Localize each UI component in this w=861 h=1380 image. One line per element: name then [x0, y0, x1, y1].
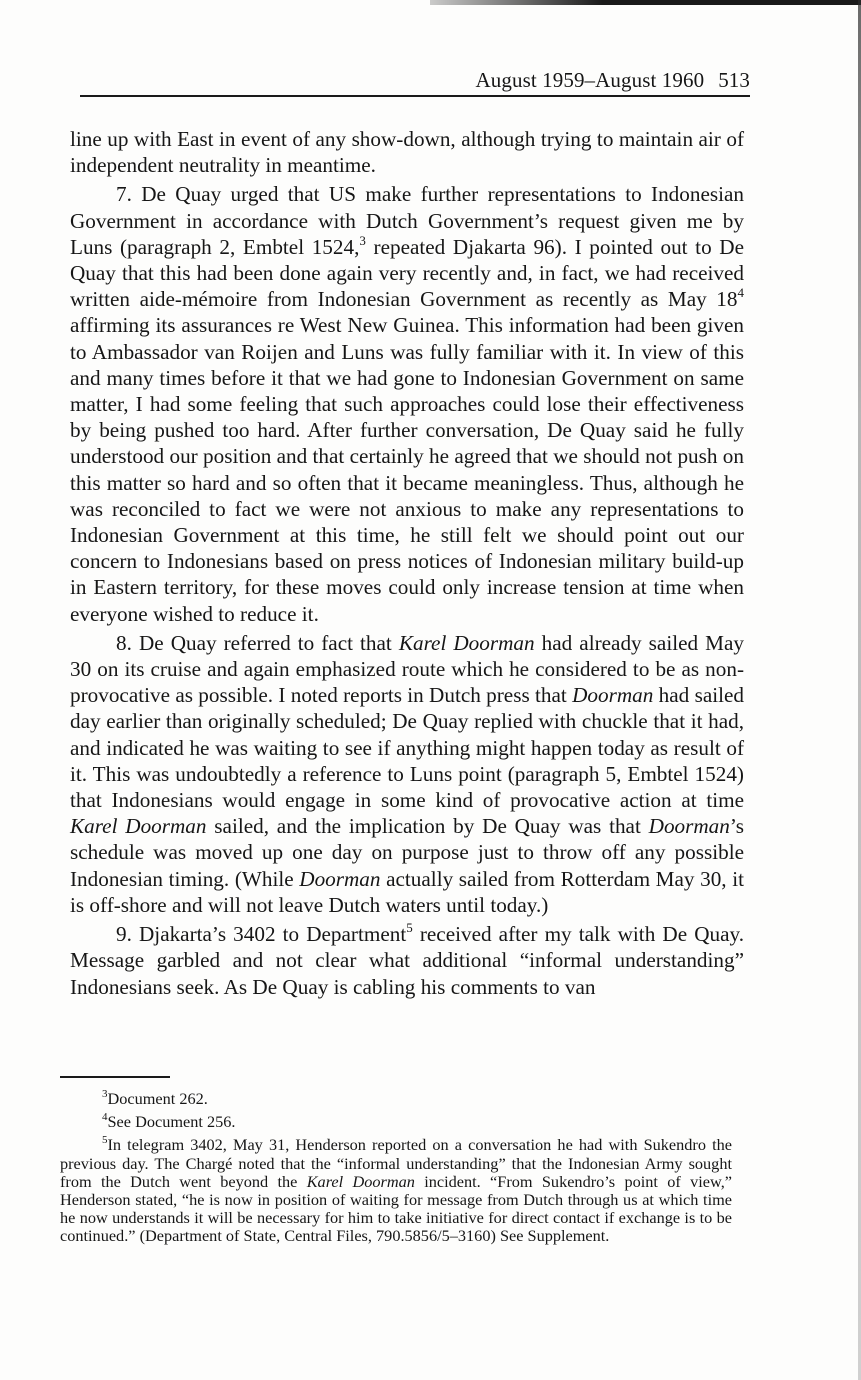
- paragraph-number: 8.: [116, 630, 132, 655]
- footnote-ref-4[interactable]: 4: [737, 285, 744, 301]
- paragraph-9: 9. Djakarta’s 3402 to Department$^5$ received after my talk with De Quay. Message garbled and not clear what additional “informal understanding” Indonesians seek. As De Quay is cabling his comments to van: [70, 920, 745, 999]
- footnote-number: 5: [102, 1133, 108, 1146]
- paragraph-8: 8. De Quay referred to fact that Karel Doorman had already sailed May 30 on its cruise and again emphasized route which he considered to be as non-provocative as possible. I noted reports in Dutch press that Doorman had sailed day earlier than originally scheduled; De Quay replied with chuckle that it had, and indicated he was waiting to see if anything might happen today as result of it. This was undoubtedly a reference to Luns point (paragraph 5, Embtel 1524) that Indonesians would engage in some kind of provocative action at time Karel Doorman sailed, and the implication by De Quay was that Doorman’s schedule was moved up one day on purpose just to throw off any possible Indonesian timing. (While Doorman actually sailed from Rotterdam May 30, it is off-shore and will not leave Dutch waters until today.): [70, 630, 745, 917]
- running-title: August 1959–August 1960: [475, 68, 705, 92]
- ship-name: Karel Doorman: [306, 1171, 415, 1191]
- ship-name: Karel Doorman: [398, 630, 535, 655]
- ship-name: Doorman: [648, 814, 730, 839]
- paragraph-number: 7.: [116, 182, 132, 207]
- header-rule: [80, 95, 750, 97]
- body-text: [70, 126, 744, 1000]
- footnote-ref-5[interactable]: 5: [406, 920, 413, 936]
- footnote-5: $^5$In telegram 3402, May 31, Henderson reported on a conversation he had with Sukendro the previous day. The Chargé noted that the “informal understanding” that the Indonesian Army sought from the Dutch went beyond the Karel Doorman incident. “From Sukendro’s point of view,” Henderson stated, “he is now in position of waiting for message from Dutch through us at which time he now understands it will be necessary for him to take initiative for direct contact if exchange is to be continued.” (Department of State, Central Files, 790.5856/5–3160) See Supplement.: [60, 1133, 732, 1246]
- paragraph-number: 9.: [116, 922, 132, 947]
- footnote-number: 4: [102, 1110, 108, 1123]
- paragraph-7: 7. De Quay urged that US make further representations to Indonesian Government in accordance with Dutch Government’s request given me by Luns (paragraph 2, Embtel 1524,$^3$ repeated Djakarta 96). I pointed out to De Quay that this had been done again very recently and, in fact, we had received written aide-mémoire from Indonesian Government as recently as May $18^4$ affirming its assurances re West New Guinea. This information had been given to Ambassador van Roijen and Luns was fully familiar with it. In view of this and many times before it that we had gone to Indonesian Government on same matter, I had some feeling that such approaches could lose their effectiveness by being pushed too hard. After further conversation, De Quay said he fully understood our position and that certainly he agreed that we should not push on this matter so hard and so often that it became meaningless. Thus, although he was reconciled to fact we were not anxious to make any representations to Indonesian Government at this time, he still felt we should point out our concern to Indonesians based on press notices of Indonesian military build-up in Eastern territory, for these moves could only increase tension at time when everyone wished to reduce it.: [70, 182, 744, 626]
- footnote-ref-3[interactable]: 3: [359, 232, 366, 248]
- footnote-4: $^4$See Document 256.: [102, 1110, 236, 1132]
- running-header: [476, 68, 750, 93]
- footnotes: [60, 1087, 732, 1251]
- footnote-rule: [60, 1076, 170, 1078]
- footnote-3: $^3$Document 262.: [102, 1087, 208, 1108]
- ship-name: Doorman: [572, 683, 654, 708]
- paragraph-continued: line up with East in event of any show-down, although trying to maintain air of independent neutrality in meantime.: [70, 127, 744, 178]
- footnote-number: 3: [102, 1087, 108, 1100]
- scan-top-edge: [430, 0, 861, 5]
- ship-name: Karel Doorman: [70, 814, 207, 839]
- page-number: 513: [718, 68, 750, 92]
- ship-name: Doorman: [299, 866, 381, 891]
